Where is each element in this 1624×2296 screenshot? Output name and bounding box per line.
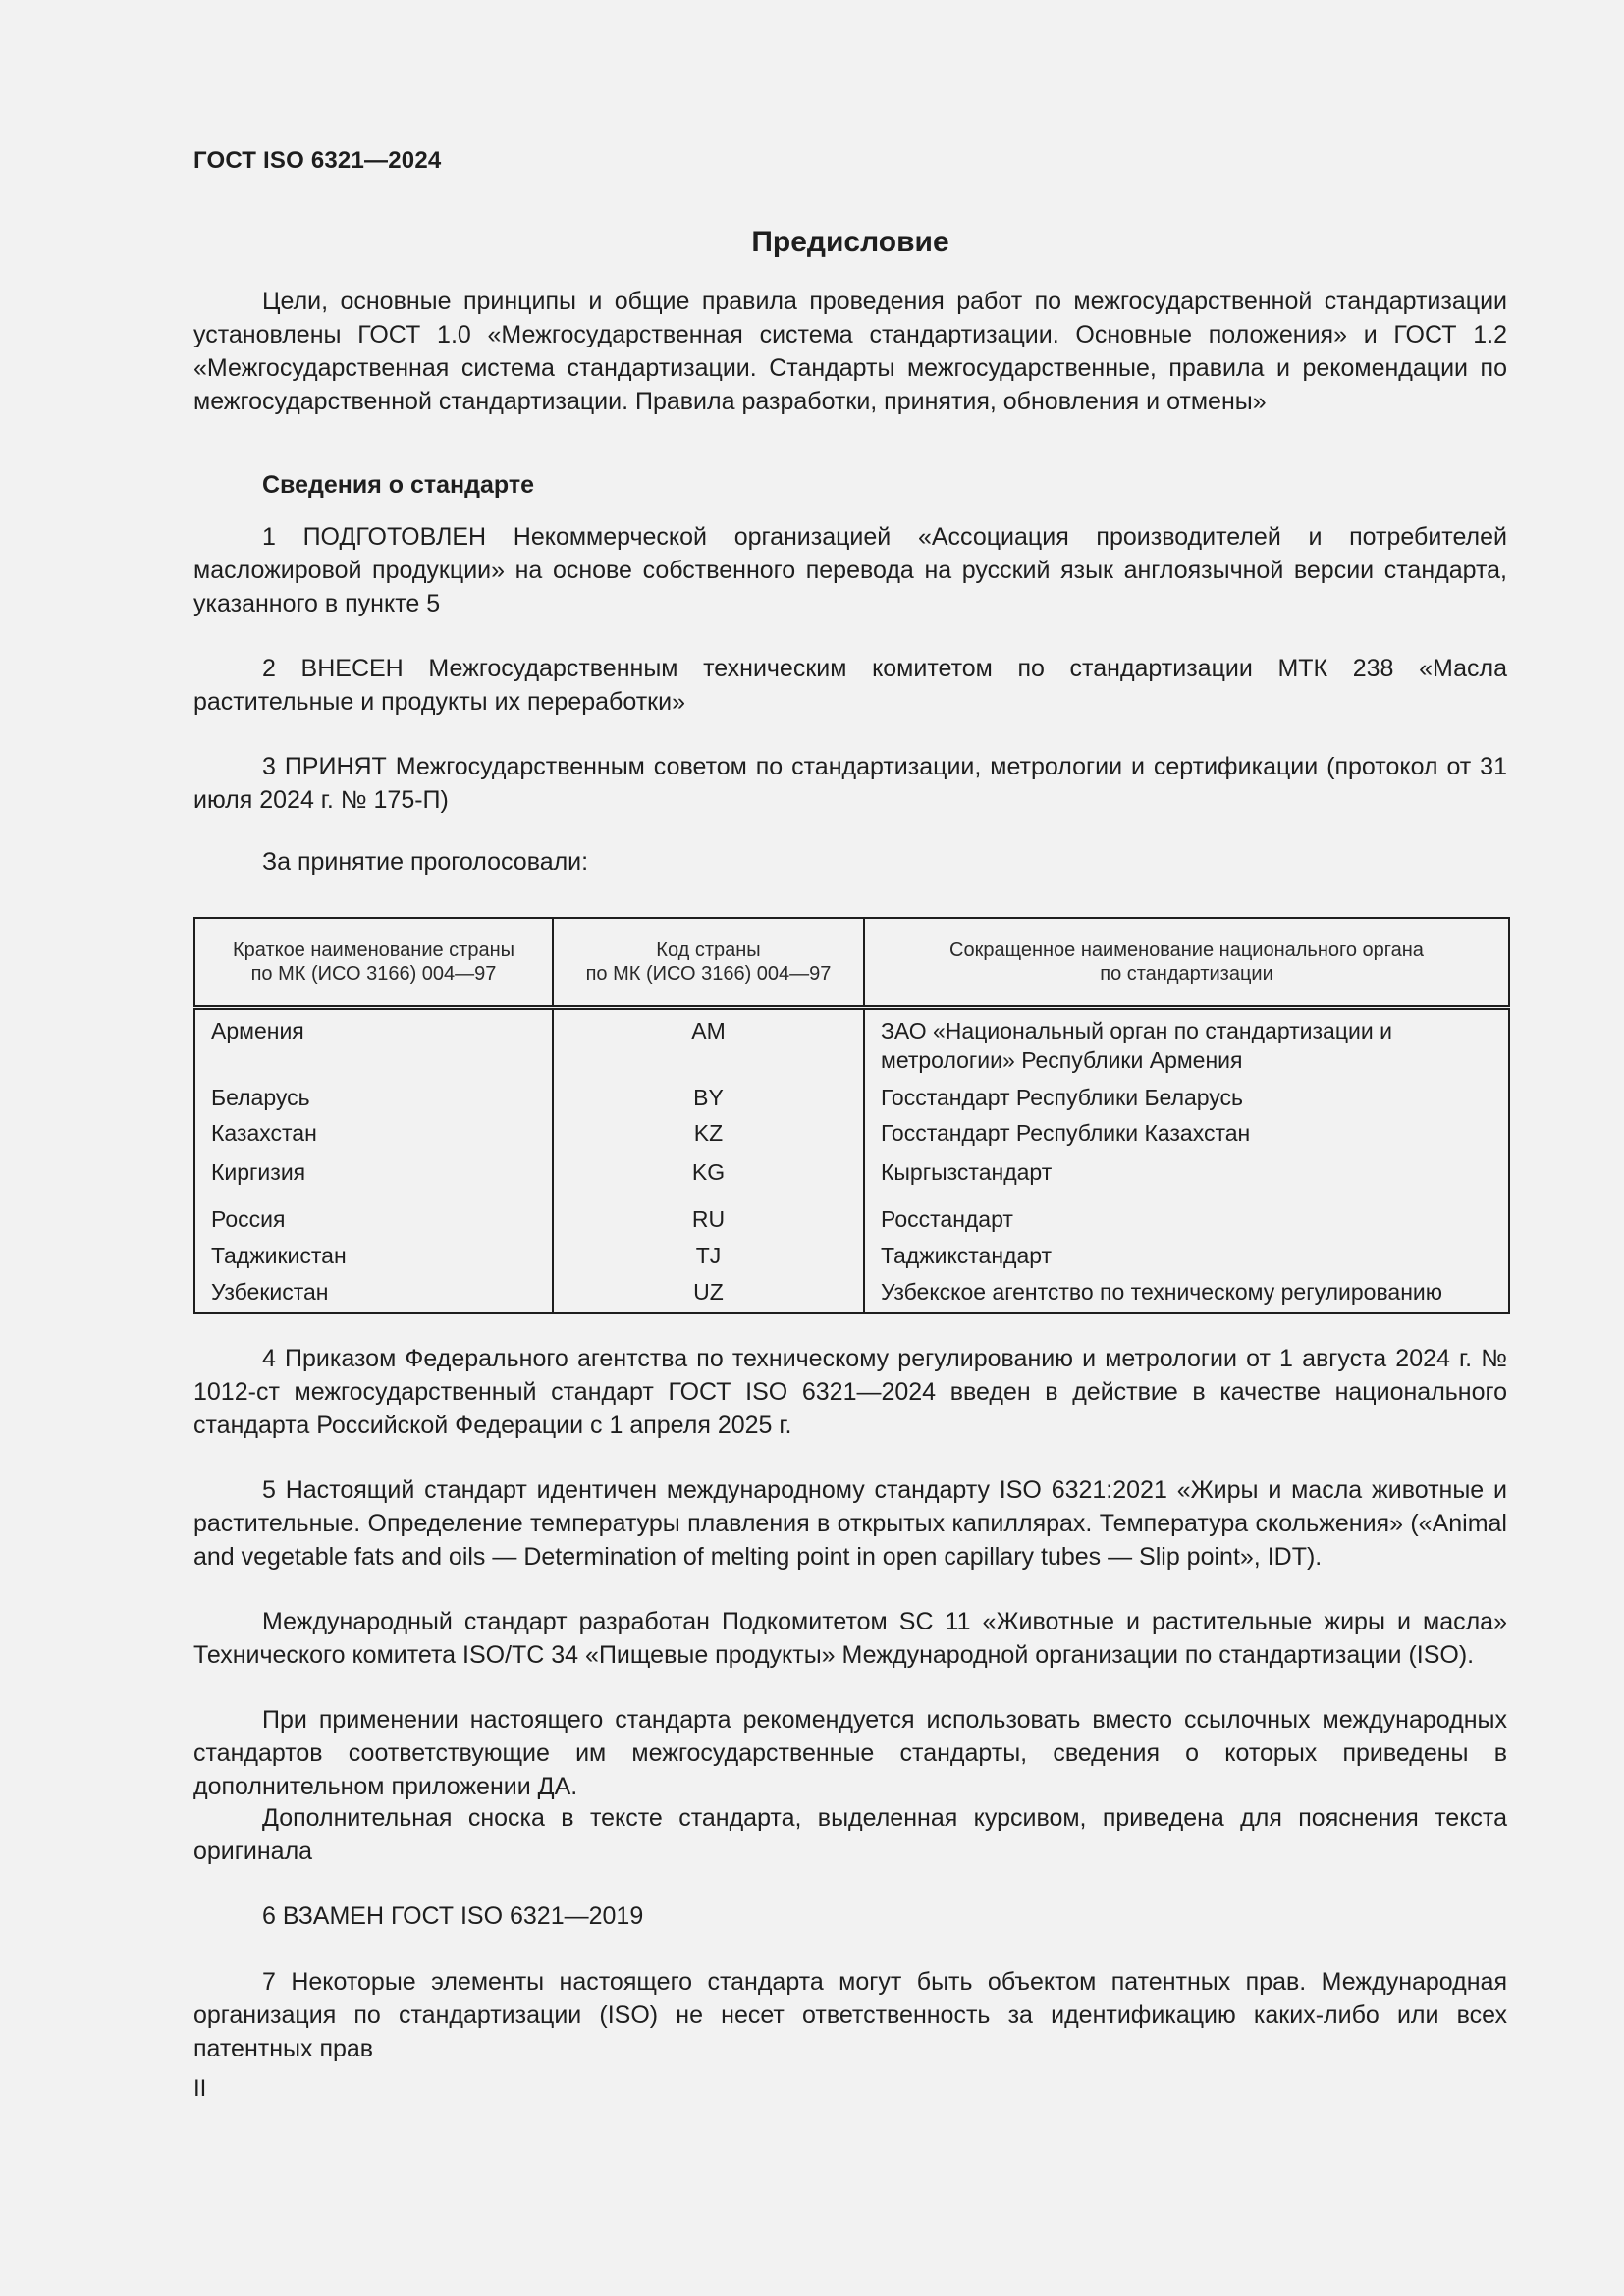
- country-code: KG: [553, 1157, 864, 1204]
- section-heading: Сведения о стандарте: [262, 471, 535, 499]
- table-row: [194, 1241, 1509, 1277]
- item-6: 6 ВЗАМЕН ГОСТ ISO 6321—2019: [262, 1902, 644, 1930]
- country-name: Таджикистан: [194, 1241, 553, 1277]
- table-row: [194, 1204, 1509, 1241]
- standards-body: Кыргызстандарт: [864, 1157, 1509, 1204]
- country-name: Беларусь: [194, 1079, 553, 1118]
- table-header-row: [194, 918, 1509, 1008]
- item-5: 5 Настоящий стандарт идентичен международному стандарту ISO 6321:2021 «Жиры и масла животные и растительные. Определение температуры плавления в открытых капиллярах. Температура скольжения» («Animal and vegetable fats and oils — Determination of melting point in open capillary tubes — Slip point», IDT).: [193, 1476, 1507, 1571]
- table-row: [194, 1079, 1509, 1118]
- header-standards-body: Сокращенное наименование национального органа по стандартизации: [864, 918, 1509, 1008]
- item-1: 1 ПОДГОТОВЛЕН Некоммерческой организацией «Ассоциация производителей и потребителей масложировой продукции» на основе собственного перевода на русский язык англоязычной версии стандарта, указанного в пункте 5: [193, 523, 1507, 617]
- header-country-code: Код страны по МК (ИСО 3166) 004—97: [553, 918, 864, 1008]
- standards-body: Росстандарт: [864, 1204, 1509, 1241]
- standards-body: Госстандарт Республики Беларусь: [864, 1079, 1509, 1118]
- table-row: [194, 1277, 1509, 1313]
- document-id: ГОСТ ISO 6321—2024: [193, 147, 442, 174]
- country-code: KZ: [553, 1118, 864, 1157]
- standards-body: Таджикстандарт: [864, 1241, 1509, 1277]
- country-name: Узбекистан: [194, 1277, 553, 1313]
- country-code: BY: [553, 1079, 864, 1118]
- voted-label: За принятие проголосовали:: [262, 848, 589, 876]
- page-title: Предисловие: [751, 226, 949, 258]
- header-country-name: Краткое наименование страны по МК (ИСО 3166) 004—97: [194, 918, 553, 1008]
- table-row: [194, 1008, 1509, 1079]
- table-row: [194, 1157, 1509, 1204]
- country-name: Киргизия: [194, 1157, 553, 1204]
- country-code: UZ: [553, 1277, 864, 1313]
- country-code: AM: [553, 1008, 864, 1079]
- standards-body: ЗАО «Национальный орган по стандартизации и метрологии» Республики Армения: [864, 1008, 1509, 1079]
- standards-body: Госстандарт Республики Казахстан: [864, 1118, 1509, 1157]
- country-name: Казахстан: [194, 1118, 553, 1157]
- item-3: 3 ПРИНЯТ Межгосударственным советом по стандартизации, метрологии и сертификации (протокол от 31 июля 2024 г. № 175-П): [193, 753, 1507, 814]
- page-number: II: [193, 2075, 207, 2102]
- item-4: 4 Приказом Федерального агентства по техническому регулированию и метрологии от 1 августа 2024 г. № 1012-ст межгосударственный стандарт ГОСТ ISO 6321—2024 введен в действие в качестве национального стандарта Российской Федерации с 1 апреля 2025 г.: [193, 1345, 1507, 1439]
- country-code: RU: [553, 1204, 864, 1241]
- intro-paragraph: Цели, основные принципы и общие правила проведения работ по межгосударственной стандартизации установлены ГОСТ 1.0 «Межгосударственная система стандартизации. Основные положения» и ГОСТ 1.2 «Межгосударственная система стандартизации. Стандарты межгосударственные, правила и рекомендации по межгосударственной стандартизации. Правила разработки, принятия, обновления и отмены»: [193, 288, 1507, 415]
- item-7: 7 Некоторые элементы настоящего стандарта могут быть объектом патентных прав. Международная организация по стандартизации (ISO) не несет ответственность за идентификацию каких-либо или всех патентных прав: [193, 1968, 1507, 2062]
- item-2: 2 ВНЕСЕН Межгосударственным техническим комитетом по стандартизации МТК 238 «Масла растительные и продукты их переработки»: [193, 655, 1507, 716]
- item-5-footnote: Дополнительная сноска в тексте стандарта, выделенная курсивом, приведена для пояснения текста оригинала: [193, 1804, 1507, 1865]
- country-name: Армения: [194, 1008, 553, 1079]
- country-name: Россия: [194, 1204, 553, 1241]
- item-5-developer: Международный стандарт разработан Подкомитетом SC 11 «Животные и растительные жиры и масла» Технического комитета ISO/TC 34 «Пищевые продукты» Международной организации по стандартизации (ISO).: [193, 1608, 1507, 1669]
- voting-countries-table: [193, 917, 1510, 1314]
- table-row: [194, 1118, 1509, 1157]
- country-code: TJ: [553, 1241, 864, 1277]
- standards-body: Узбекское агентство по техническому регулированию: [864, 1277, 1509, 1313]
- item-5-references: При применении настоящего стандарта рекомендуется использовать вместо ссылочных международных стандартов соответствующие им межгосударственные стандарты, сведения о которых приведены в дополнительном приложении ДА.: [193, 1706, 1507, 1800]
